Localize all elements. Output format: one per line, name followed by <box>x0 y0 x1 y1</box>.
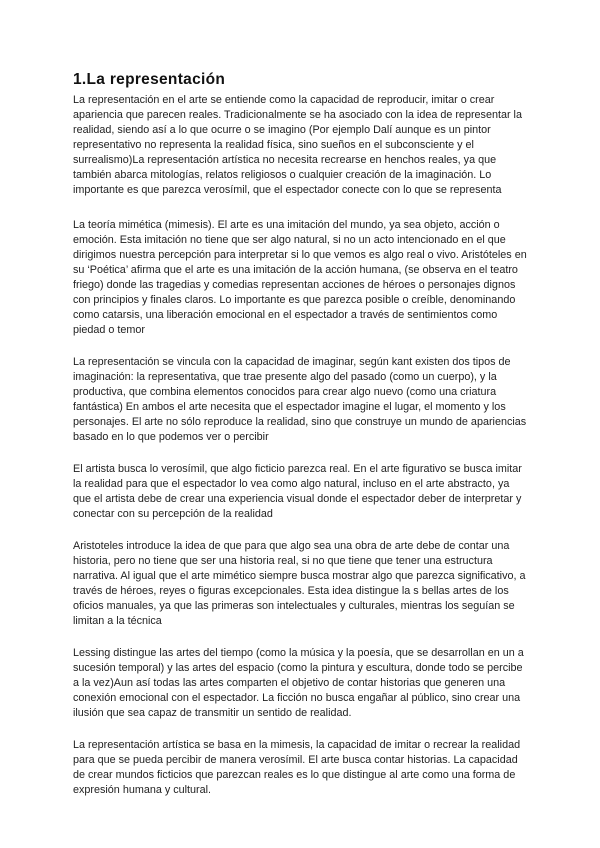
paragraph-verosimil: El artista busca lo verosímil, que algo ficticio parezca real. En el arte figurativo se busca imitar la realidad para que el espectador lo vea como algo natural, incluso en el arte abstracto, ya que el artista debe de crear una experiencia visual donde el espectador deber de interpretar y conectar con su percepción de la realidad <box>73 463 522 520</box>
paragraph-lessing: Lessing distingue las artes del tiempo (como la música y la poesía, que se desarrollan en un a sucesión temporal) y las artes del espacio (como la pintura y escultura, donde todo se percibe a la vez)Aun así todas las artes comparten el objetivo de contar historias que generen una conexión emocional con el espectador. La ficción no busca engañar al público, sino crear una ilusión que sea capaz de transmitir un sentido de realidad. <box>73 647 524 719</box>
document-body <box>73 70 528 815</box>
paragraph-imagination: La representación se vincula con la capacidad de imaginar, según kant existen dos tipos de imaginación: la representativa, que trae presente algo del pasado (como un cuerpo), y la productiva, que combina elementos conocidos para crear algo nuevo (como una criatura fantástica) En ambos el arte necesita que el espectador imagine el lugar, el momento y los personajes. El arte no sólo reproduce la realidad, sino que construye un mundo de apariencias basado en lo que podemos ver o percibir <box>73 356 527 443</box>
section-heading: 1.La representación <box>73 71 226 88</box>
paragraph-conclusion: La representación artística se basa en la mimesis, la capacidad de imitar o recrear la realidad para que se pueda percibir de manera verosímil. El arte busca contar historias. La capacidad de crear mundos ficticios que parezcan reales es lo que distingue al arte como una forma de expresión humana y cultural. <box>73 739 521 796</box>
paragraph-mimesis: La teoría mimética (mimesis). El arte es una imitación del mundo, ya sea objeto, acción o emoción. Esta imitación no tiene que ser algo natural, si no un acto intencionado en el que dirigimos nuestra percepción para interpretar si lo que vemos es algo real o vivo. Aristóteles en su ‘Poética’ afirma que el arte es una imitación de la acción humana, (se observa en el teatro friego) donde las tragedias y comedias representan acciones de héroes o personajes dignos con principios y finales claros. Lo importante es que parezca posible o creíble, denominando como catarsis, una liberación emocional en el espectador a través de sentimientos como piedad o temor <box>73 219 527 336</box>
paragraph-representation: La representación en el arte se entiende como la capacidad de reproducir, imitar o crear apariencia que parecen reales. Tradicionalmente se ha asociado con la idea de representar la realidad, siendo así a lo que ocurre o se imagino (Por ejemplo Dalí aunque es un pintor representativo no representa la realidad física, sino sueños en el subconsciente y el surrealismo)La representación artística no necesita recrearse en henchos reales, ya que también abarca mitologías, relatos religiosos o cualquier creación de la imaginación. Lo importante es que parezca verosímil, que el espectador conecte con lo que se representa <box>73 94 522 196</box>
paragraph-aristoteles: Aristoteles introduce la idea de que para que algo sea una obra de arte debe de contar una historia, pero no tiene que ser una historia real, si no que tiene que tener una estructura narrativa. Al igual que el arte mimético siempre busca mostrar algo que parezca significativo, a través de héroes, reyes o figuras excepcionales. Esta idea distingue la s bellas artes de los oficios manuales, ya que las primeras son intelectuales y culturales, mientras los seguían se limitan a la técnica <box>73 540 526 627</box>
